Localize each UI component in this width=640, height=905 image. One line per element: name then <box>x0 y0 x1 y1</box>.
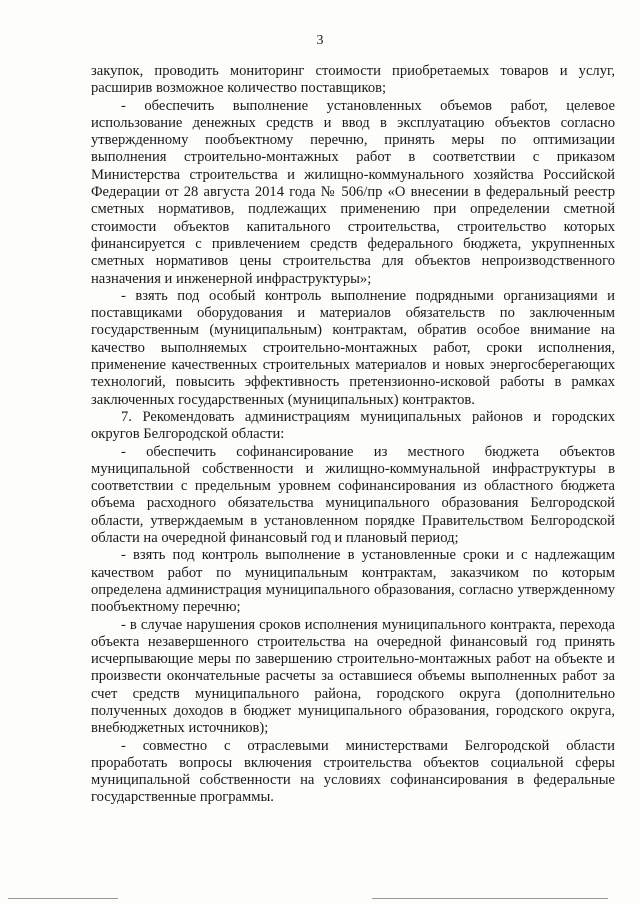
scan-edge-line-right <box>372 898 608 899</box>
page-number: 3 <box>316 33 324 48</box>
paragraph-municipal-contract-control: - взять под контроль выполнение в установленные сроки и с надлежащим качеством работ по муниципальным контрактам, заказчиком по которым определена администрация муниципального образования, согласно утвержденному пообъектному перечню; <box>91 547 615 616</box>
paragraph-federal-programs: - совместно с отраслевыми министерствами Белгородской области проработать вопросы включения строительства объектов социальной сферы муниципальной собственности на условиях софинансирования в федеральные государственные программы. <box>91 737 615 806</box>
paragraph-contract-deadline-violation: - в случае нарушения сроков исполнения муниципального контракта, перехода объекта незавершенного строительства на очередной финансовый год принять исчерпывающие меры по завершению строительно-монтажных работ на объекте и произвести окончательные расчеты за оставшиеся объемы выполненных работ за счет средств муниципального района, городского округа (дополнительно полученных доходов в бюджет муниципального образования, городского округа, внебюджетных источников); <box>91 616 615 737</box>
scan-edge-line-left <box>8 898 118 899</box>
paragraph-item-7-recommendation: 7. Рекомендовать администрациям муниципальных районов и городских округов Белгородской области: <box>91 408 615 443</box>
paragraph-contractor-control: - взять под особый контроль выполнение подрядными организациями и поставщиками оборудования и материалов обязательств по заключенным государственным (муниципальным) контрактам, обратив особое внимание на качество выполняемых строительно-монтажных работ, сроки исполнения, применение качественных строительных материалов и новых энергосберегающих технологий, повысить эффективность претензионно-исковой работы в рамках заключенных государственных (муниципальных) контрактов. <box>91 287 615 408</box>
paragraph-cofinancing: - обеспечить софинансирование из местного бюджета объектов муниципальной собственности и жилищно-коммунальной инфраструктуры в соответствии с предельным уровнем софинансирования из областного бюджета объема расходного обязательства муниципального образования Белгородской области, утверждаемым в установленном порядке Правительством Белгородской области на очередной финансовый год и плановый период; <box>91 443 615 547</box>
document-body <box>91 63 615 807</box>
paragraph-procurement-continuation: закупок, проводить мониторинг стоимости приобретаемых товаров и услуг, расширив возможное количество поставщиков; <box>91 63 615 97</box>
paragraph-ensure-volume-of-works: - обеспечить выполнение установленных объемов работ, целевое использование денежных средств и ввод в эксплуатацию объектов согласно утвержденному пообъектному перечню, принять меры по оптимизации выполнения строительно-монтажных работ в соответствии с приказом Министерства строительства и жилищно-коммунального хозяйства Российской Федерации от 28 августа 2014 года № 506/пр «О внесении в федеральный реестр сметных нормативов, подлежащих применению при определении сметной стоимости объектов капитального строительства, строительство которых финансируется с привлечением средств федерального бюджета, укрупненных сметных нормативов цены строительства для объектов непроизводственного назначения и инженерной инфраструктуры»; <box>91 97 615 287</box>
